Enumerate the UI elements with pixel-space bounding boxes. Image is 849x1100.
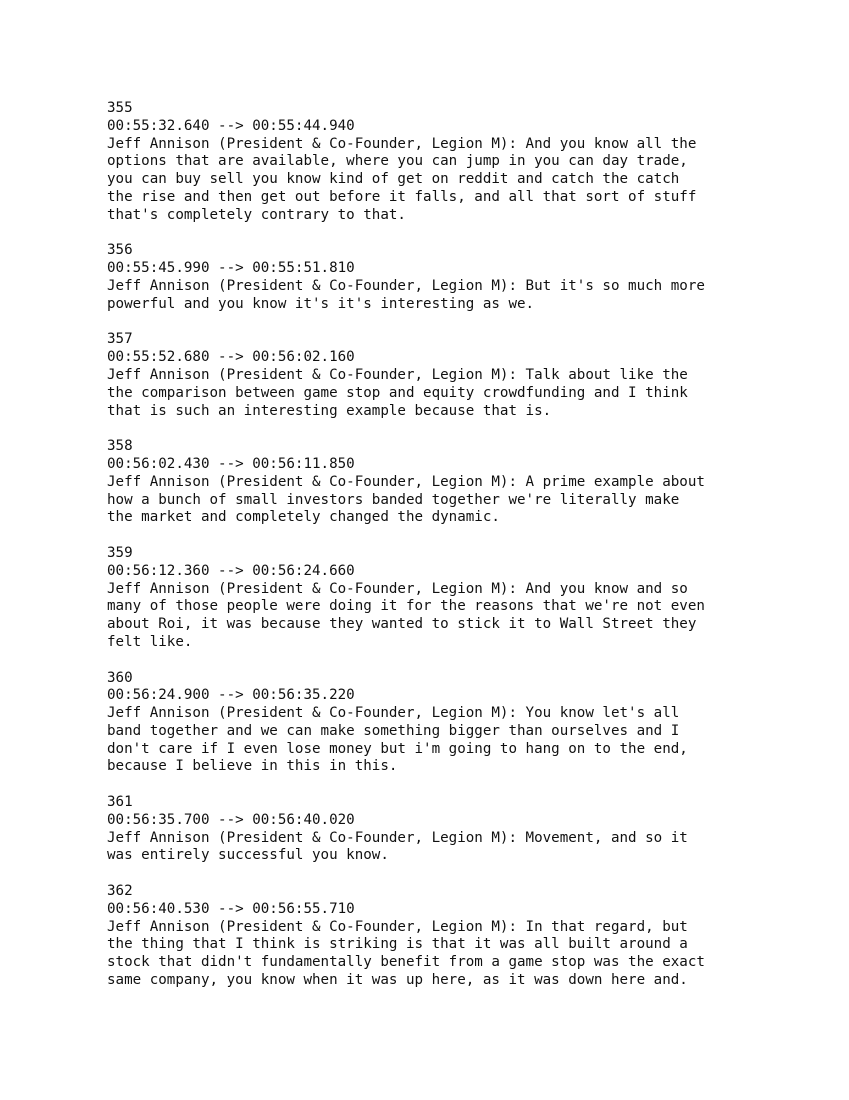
cue-text-line: because I believe in this in this.	[107, 758, 398, 775]
transcript-page	[107, 100, 807, 1008]
cue-index: 360	[107, 669, 133, 686]
cue-index: 362	[107, 883, 133, 900]
cue-index: 359	[107, 544, 133, 561]
cue-timestamp: 00:56:24.900 --> 00:56:35.220	[107, 687, 355, 704]
cue-text-line: that's completely contrary to that.	[107, 206, 406, 223]
cue-text-line: Jeff Annison (President & Co-Founder, Legion M): But it's so much more	[107, 277, 705, 294]
cue-text-line: was entirely successful you know.	[107, 847, 389, 864]
cue-text-line: Jeff Annison (President & Co-Founder, Legion M): Movement, and so it	[107, 829, 688, 846]
transcript-cue	[107, 242, 807, 313]
cue-index: 357	[107, 331, 133, 348]
cue-timestamp: 00:55:32.640 --> 00:55:44.940	[107, 117, 355, 134]
cue-index: 361	[107, 794, 133, 811]
cue-text-line: Jeff Annison (President & Co-Founder, Legion M): Talk about like the	[107, 366, 688, 383]
cue-text-line: powerful and you know it's it's interesting as we.	[107, 295, 535, 312]
cue-text-line: don't care if I even lose money but i'm going to hang on to the end,	[107, 740, 688, 757]
cue-text-line: the rise and then get out before it falls, and all that sort of stuff	[107, 188, 697, 205]
cue-text-line: Jeff Annison (President & Co-Founder, Legion M): In that regard, but	[107, 918, 688, 935]
transcript-cue	[107, 545, 807, 652]
cue-text-line: Jeff Annison (President & Co-Founder, Legion M): And you know all the	[107, 135, 697, 152]
transcript-cue	[107, 883, 807, 990]
cue-text-line: felt like.	[107, 633, 193, 650]
cue-text-line: same company, you know when it was up here, as it was down here and.	[107, 972, 688, 989]
cue-text-line: Jeff Annison (President & Co-Founder, Legion M): You know let's all	[107, 705, 680, 722]
cue-text-line: stock that didn't fundamentally benefit from a game stop was the exact	[107, 954, 705, 971]
cue-index: 356	[107, 242, 133, 259]
cue-index: 355	[107, 100, 133, 116]
cue-text-line: Jeff Annison (President & Co-Founder, Legion M): And you know and so	[107, 580, 688, 597]
cue-text-line: Jeff Annison (President & Co-Founder, Legion M): A prime example about	[107, 473, 705, 490]
cue-text-line: options that are available, where you can jump in you can day trade,	[107, 153, 688, 170]
cue-index: 358	[107, 438, 133, 455]
transcript-cue	[107, 331, 807, 420]
cue-timestamp: 00:56:40.530 --> 00:56:55.710	[107, 900, 355, 917]
cue-timestamp: 00:56:02.430 --> 00:56:11.850	[107, 455, 355, 472]
cue-text-line: band together and we can make something bigger than ourselves and I	[107, 722, 680, 739]
cue-text-line: how a bunch of small investors banded together we're literally make	[107, 491, 680, 508]
transcript-cue	[107, 100, 807, 225]
cue-text-line: you can buy sell you know kind of get on reddit and catch the catch	[107, 171, 680, 188]
cue-text-line: about Roi, it was because they wanted to stick it to Wall Street they	[107, 616, 697, 633]
transcript-cue	[107, 438, 807, 527]
cue-text-line: that is such an interesting example because that is.	[107, 402, 552, 419]
cue-timestamp: 00:56:35.700 --> 00:56:40.020	[107, 811, 355, 828]
cue-text-line: the thing that I think is striking is that it was all built around a	[107, 936, 688, 953]
cue-timestamp: 00:55:52.680 --> 00:56:02.160	[107, 349, 355, 366]
cue-timestamp: 00:56:12.360 --> 00:56:24.660	[107, 562, 355, 579]
transcript-cue	[107, 794, 807, 865]
cue-text-line: the market and completely changed the dynamic.	[107, 509, 500, 526]
cue-timestamp: 00:55:45.990 --> 00:55:51.810	[107, 260, 355, 277]
cue-text-line: many of those people were doing it for the reasons that we're not even	[107, 598, 705, 615]
cue-text-line: the comparison between game stop and equity crowdfunding and I think	[107, 384, 688, 401]
transcript-cue	[107, 670, 807, 777]
